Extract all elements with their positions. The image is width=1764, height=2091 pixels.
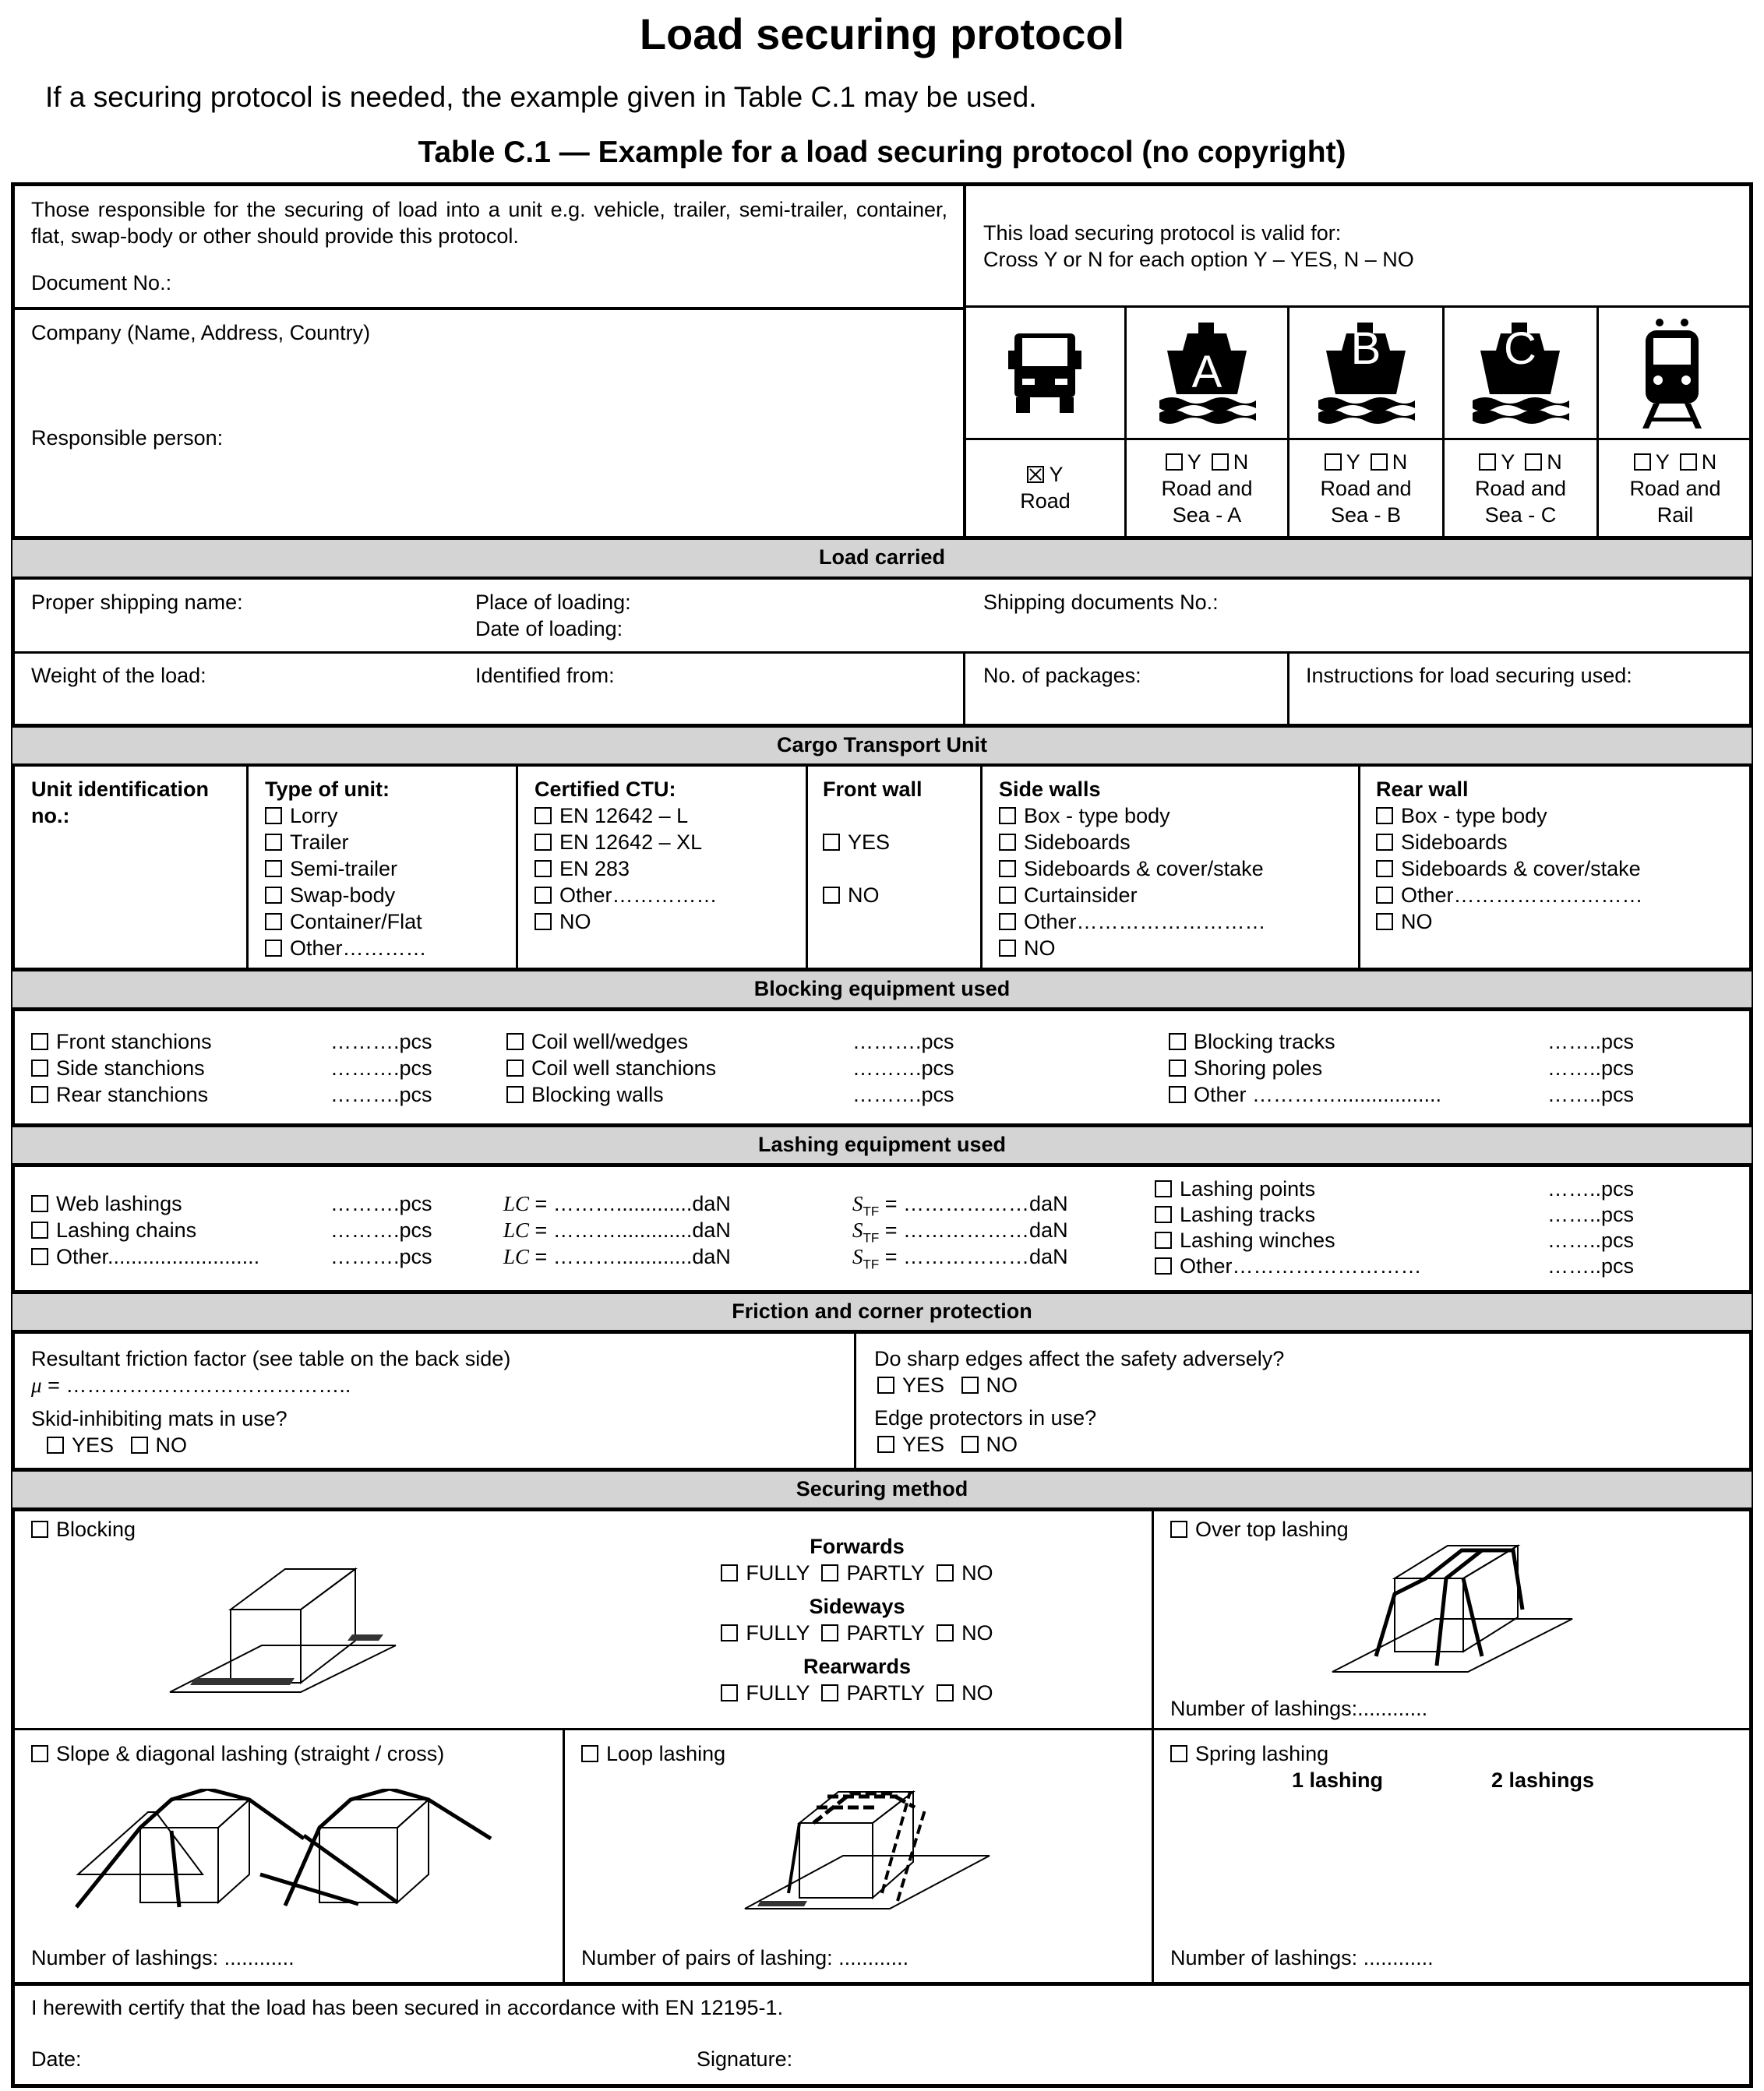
edge-protectors-label: Edge protectors in use? [874,1406,1097,1430]
over-top-count[interactable]: Number of lashings:............ [1170,1697,1428,1720]
responsible-text: Those responsible for the securing of load into a unit e.g. vehicle, trailer, semi-trailer, container, flat, swap-body or other should provide this protocol. [31,198,947,248]
stf-field[interactable]: = ………………daN [879,1245,1068,1268]
option-label: NO [1401,910,1433,933]
option-label: Semi-trailer [290,857,398,880]
rear-no-checkbox[interactable] [1376,913,1393,930]
blocking-method-checkbox[interactable] [31,1521,48,1538]
option-label: Loop lashing [606,1742,726,1765]
edge-options [877,1431,1018,1458]
forwards-partly-checkbox[interactable] [821,1564,838,1581]
yes-label: YES [72,1433,115,1457]
rearwards-options [686,1680,1028,1706]
divider [12,307,966,310]
web-lashings-checkbox[interactable] [31,1195,48,1212]
divider [12,651,1752,654]
option-label: Other……………………… [1180,1254,1422,1278]
lc-field[interactable]: = ……….............daN [529,1192,731,1215]
mode-sea-b [1289,449,1442,475]
mode-sea-a-label-2: Sea - A [1172,503,1242,527]
option-label: Curtainsider [1024,883,1138,907]
blocking-col-2 [506,1028,716,1108]
no-label: NO [961,1681,993,1705]
skid-options [47,1432,187,1458]
place-of-loading-label: Place of loading: [475,591,631,614]
sideways-options [686,1620,1028,1646]
loop-checkbox[interactable] [581,1745,598,1762]
blocking-heading: Blocking equipment used [12,971,1752,1009]
lc-field[interactable]: = ……….............daN [529,1218,731,1242]
option-label: Lashing chains [56,1218,197,1242]
option-label: Swap-body [290,883,396,907]
no-label: NO [961,1561,993,1585]
certified-ctu-heading: Certified CTU: [534,778,676,801]
mode-road-label: Road [1020,489,1071,513]
forwards-no-checkbox[interactable] [937,1564,954,1581]
rearwards-label: Rearwards [803,1655,912,1678]
slope-checkbox[interactable] [31,1745,48,1762]
mode-sea-b-label-1: Road and [1320,477,1412,500]
blocking-col-3 [1169,1028,1441,1108]
partly-label: PARTLY [846,1681,925,1705]
ship-c-letter: C [1504,323,1536,374]
company-label: Company (Name, Address, Country) [31,321,371,344]
ship-b-letter: B [1350,323,1381,374]
option-label: Trailer [290,830,349,854]
unit-id-label: Unit identification [31,778,209,801]
pcs-field[interactable]: ……….pcs [330,1083,432,1106]
sideways-fully-checkbox[interactable] [721,1624,738,1641]
sharp-no-checkbox[interactable] [961,1377,979,1394]
lashing-other-checkbox[interactable] [31,1248,48,1265]
date-label[interactable]: Date: [31,2047,82,2071]
sea-b-no-checkbox[interactable] [1371,453,1388,471]
valid-for-instructions: Cross Y or N for each option Y – YES, N – NO [983,248,1414,271]
mode-sea-c-label-1: Road and [1474,477,1567,500]
lashing-col-3 [1155,1176,1422,1279]
rearwards-no-checkbox[interactable] [937,1684,954,1701]
intro-text: If a securing protocol is needed, the example given in Table C.1 may be used. [45,81,1037,113]
sideways-no-checkbox[interactable] [937,1624,954,1641]
pcs-field[interactable]: ……..pcs [1547,1254,1635,1278]
spring-option [1170,1740,1328,1767]
no-label: NO [986,1373,1018,1397]
sharp-options [877,1372,1018,1398]
loop-option [581,1740,725,1767]
side-curtainsider-checkbox[interactable] [999,887,1016,904]
lc-label: LC [503,1218,530,1242]
rail-yes-checkbox[interactable] [1634,453,1651,471]
mode-rail-label-1: Road and [1629,477,1721,500]
over-top-diagram-icon [1329,1539,1574,1677]
side-other-checkbox[interactable] [999,913,1016,930]
divider [246,765,249,971]
mode-sea-a [1127,449,1287,475]
pcs-field[interactable]: ……….pcs [330,1056,432,1080]
en283-checkbox[interactable] [534,860,552,877]
date-of-loading-label: Date of loading: [475,617,623,640]
shipping-docs-label: Shipping documents No.: [983,591,1219,614]
n-label: N [1701,450,1717,474]
table-caption: Table C.1 — Example for a load securing protocol (no copyright) [418,136,1346,169]
document-no-label: Document No.: [31,271,172,294]
side-walls-group [999,776,1266,961]
pcs-field[interactable]: ……..pcs [1547,1177,1635,1201]
mode-sea-a-label-1: Road and [1161,477,1253,500]
option-label: Slope & diagonal lashing (straight / cross) [56,1742,445,1765]
responsible-person-label: Responsible person: [31,426,224,450]
sideways-label: Sideways [809,1595,905,1618]
option-label: Coil well/wedges [531,1030,689,1053]
y-label: Y [1346,450,1360,474]
valid-for-text: This load securing protocol is valid for: [983,221,1342,245]
blocking-col-2-pcs [852,1028,954,1108]
forwards-fully-checkbox[interactable] [721,1564,738,1581]
spring-2-lashings: 2 lashings [1491,1768,1595,1792]
sea-b-yes-checkbox[interactable] [1325,453,1342,471]
rearwards-fully-checkbox[interactable] [721,1684,738,1701]
pcs-field[interactable]: ……..pcs [1547,1229,1635,1252]
fully-label: FULLY [746,1681,810,1705]
no-label: NO [155,1433,188,1457]
rear-cover-stake-checkbox[interactable] [1376,860,1393,877]
lashing-other2-checkbox[interactable] [1155,1257,1172,1275]
lashing-col-3-pcs [1547,1176,1634,1279]
slope-option [31,1740,444,1767]
spring-1-lashing: 1 lashing [1292,1768,1384,1792]
option-label: Shoring poles [1194,1056,1323,1080]
front-stanchions-checkbox[interactable] [31,1033,48,1050]
stf-sub: TF [863,1257,880,1272]
option-label: Over top lashing [1195,1518,1349,1541]
side-stanchions-checkbox[interactable] [31,1060,48,1077]
divider [12,1007,1752,1011]
road-yes-checkbox[interactable] [1027,466,1044,483]
option-label: Other ………….................. [1194,1083,1442,1106]
sea-c-yes-checkbox[interactable] [1479,453,1496,471]
pcs-field[interactable]: ……..pcs [1547,1203,1635,1226]
lc-label: LC [503,1245,530,1268]
spring-count[interactable]: Number of lashings: ............ [1170,1946,1434,1969]
pcs-field[interactable]: ……….pcs [330,1218,432,1242]
divider [980,765,983,971]
en12642-xl-checkbox[interactable] [534,834,552,851]
option-label: Sideboards [1024,830,1131,854]
option-label: Lashing winches [1180,1229,1335,1252]
sideways-partly-checkbox[interactable] [821,1624,838,1641]
front-wall-group [823,776,923,908]
option-label: NO [1024,936,1056,960]
slope-diagram-icon [62,1789,499,1913]
option-label: Box - type body [1401,804,1547,827]
rear-wall-heading: Rear wall [1376,778,1469,801]
lorry-checkbox[interactable] [265,807,282,824]
blocking-option [31,1516,136,1543]
option-label: Box - type body [1024,804,1170,827]
truck-icon [1005,319,1085,432]
option-label: EN 283 [559,857,630,880]
option-label: Lashing tracks [1180,1203,1316,1226]
lashing-winches-checkbox[interactable] [1155,1232,1172,1249]
divider [963,305,1752,308]
option-label: EN 12642 – L [559,804,689,827]
proper-shipping-name-label: Proper shipping name: [31,591,243,614]
divider [516,765,518,971]
lc-field[interactable]: = ……….............daN [529,1245,731,1268]
option-label: YES [848,830,891,854]
instructions-label: Instructions for load securing used: [1306,664,1632,687]
loop-diagram-icon [742,1776,993,1913]
option-label: Other.......................... [56,1245,260,1268]
divider [854,1332,856,1471]
divider [12,1330,1752,1334]
blocking-tracks-checkbox[interactable] [1169,1033,1186,1050]
forwards-label: Forwards [810,1535,905,1558]
stf-label: S [852,1218,863,1242]
option-label: Lashing points [1180,1177,1316,1201]
partly-label: PARTLY [846,1561,925,1585]
pcs-field[interactable]: ……..pcs [1547,1083,1635,1106]
certified-ctu-group [534,776,718,935]
option-label: Other……………………… [1024,910,1266,933]
fully-label: FULLY [746,1561,810,1585]
over-top-checkbox[interactable] [1170,1521,1187,1538]
yes-label: YES [902,1433,945,1456]
fully-label: FULLY [746,1621,810,1645]
option-label: EN 12642 – XL [559,830,703,854]
skid-label: Skid-inhibiting mats in use? [31,1407,288,1430]
stf-label: S [852,1245,863,1268]
semi-trailer-checkbox[interactable] [265,860,282,877]
stf-sub: TF [863,1204,880,1219]
n-label: N [1233,450,1249,474]
partly-label: PARTLY [846,1621,925,1645]
mode-sea-c-label-2: Sea - C [1484,503,1557,527]
sharp-edges-label: Do sharp edges affect the safety adversely? [874,1347,1285,1370]
friction-heading: Friction and corner protection [12,1294,1752,1331]
divider [12,577,1752,580]
divider [806,765,808,971]
option-label: NO [559,910,591,933]
identified-from-label: Identified from: [475,664,615,687]
mode-sea-b-label-2: Sea - B [1330,503,1402,527]
trailer-checkbox[interactable] [265,834,282,851]
spring-checkbox[interactable] [1170,1745,1187,1762]
swap-body-checkbox[interactable] [265,887,282,904]
other-unit-checkbox[interactable] [265,940,282,957]
rear-sideboards-checkbox[interactable] [1376,834,1393,851]
rear-other-checkbox[interactable] [1376,887,1393,904]
mode-rail-label-2: Rail [1656,503,1694,527]
blocking-col-1 [31,1028,212,1108]
side-box-checkbox[interactable] [999,807,1016,824]
mode-road [966,461,1124,488]
y-label: Y [1655,450,1670,474]
type-of-unit-heading: Type of unit: [265,778,390,801]
stf-field[interactable]: = ………………daN [879,1218,1068,1242]
mu-label: μ [31,1373,42,1397]
yes-label: YES [902,1373,945,1397]
option-label: Blocking tracks [1194,1030,1335,1053]
blocking-diagram-icon [168,1563,402,1700]
option-label: Front stanchions [56,1030,212,1053]
rear-wall-group [1376,776,1643,935]
option-label: Other……………………… [1401,883,1643,907]
ship-a-letter: A [1191,347,1222,397]
option-label: Sideboards [1401,830,1508,854]
resultant-friction-label: Resultant friction factor (see table on the back side) [31,1347,511,1370]
unit-id-label-2: no.: [31,804,70,827]
type-of-unit-group [265,776,427,961]
mu-value: = ………………………………….. [41,1373,351,1397]
rail-no-checkbox[interactable] [1680,453,1697,471]
side-sideboards-checkbox[interactable] [999,834,1016,851]
en12642-l-checkbox[interactable] [534,807,552,824]
other-ctu-checkbox[interactable] [534,887,552,904]
divider [1152,1510,1154,1985]
edge-yes-checkbox[interactable] [877,1436,894,1453]
coil-wedges-checkbox[interactable] [506,1033,524,1050]
forwards-options [686,1560,1028,1586]
over-top-option [1170,1516,1349,1543]
option-label: Other…………… [559,883,718,907]
blocking-other-checkbox[interactable] [1169,1086,1186,1103]
lashing-tracks-checkbox[interactable] [1155,1206,1172,1223]
sea-a-no-checkbox[interactable] [1212,453,1229,471]
divider [1287,651,1289,726]
divider [963,651,965,726]
lashing-chains-checkbox[interactable] [31,1222,48,1239]
option-label: Rear stanchions [56,1083,209,1106]
y-label: Y [1501,450,1515,474]
pcs-field[interactable]: ……..pcs [1547,1056,1635,1080]
stf-field[interactable]: = ………………daN [879,1192,1068,1215]
front-wall-no-checkbox[interactable] [823,887,840,904]
divider [12,1163,1752,1167]
weight-label: Weight of the load: [31,664,206,687]
blocking-walls-checkbox[interactable] [506,1086,524,1103]
option-label: Blocking walls [531,1083,664,1106]
side-walls-heading: Side walls [999,778,1101,801]
option-label: Container/Flat [290,910,422,933]
no-label: NO [986,1433,1018,1456]
front-wall-heading: Front wall [823,778,923,801]
certification-text: I herewith certify that the load has been secured in accordance with EN 12195-1. [31,1996,784,2019]
option-label: Side stanchions [56,1056,205,1080]
option-label: Sideboards & cover/stake [1401,857,1641,880]
train-icon [1636,318,1708,435]
n-label: N [1547,450,1562,474]
side-no-checkbox[interactable] [999,940,1016,957]
mode-rail [1599,449,1752,475]
shoring-poles-checkbox[interactable] [1169,1060,1186,1077]
option-label: Coil well stanchions [531,1056,717,1080]
n-label: N [1392,450,1408,474]
blocking-col-1-pcs [330,1028,432,1108]
option-label: NO [848,883,880,907]
securing-heading: Securing method [12,1472,1752,1509]
lashing-lc-col [503,1190,731,1270]
page-title: Load securing protocol [639,9,1125,58]
option-label: Blocking [56,1518,136,1541]
skid-no-checkbox[interactable] [131,1437,148,1454]
slope-count[interactable]: Number of lashings: ............ [31,1946,295,1969]
front-wall-yes-checkbox[interactable] [823,834,840,851]
stf-label: S [852,1192,863,1215]
pcs-field[interactable]: ……….pcs [330,1192,432,1215]
signature-label[interactable]: Signature: [697,2047,793,2071]
option-label: Other………… [290,936,427,960]
container-flat-checkbox[interactable] [265,913,282,930]
mode-sea-c [1445,449,1596,475]
rear-stanchions-checkbox[interactable] [31,1086,48,1103]
pcs-field[interactable]: ……….pcs [852,1083,954,1106]
pcs-field[interactable]: ……….pcs [330,1030,432,1053]
divider [563,1730,565,1985]
divider [12,1982,1752,1986]
mu-field[interactable] [31,1372,351,1398]
divider [12,763,1752,767]
edge-no-checkbox[interactable] [961,1436,979,1453]
option-label: Sideboards & cover/stake [1024,857,1264,880]
lashing-col-1-pcs [330,1190,432,1270]
y-label: Y [1187,450,1201,474]
load-carried-heading: Load carried [12,540,1752,577]
no-packages-label: No. of packages: [983,664,1141,687]
pcs-field[interactable]: ……..pcs [1547,1030,1635,1053]
option-label: Lorry [290,804,338,827]
side-cover-stake-checkbox[interactable] [999,860,1016,877]
ctu-heading: Cargo Transport Unit [12,728,1752,765]
sea-a-yes-checkbox[interactable] [1166,453,1183,471]
coil-stanchions-checkbox[interactable] [506,1060,524,1077]
blocking-col-3-pcs [1547,1028,1634,1108]
lc-label: LC [503,1192,530,1215]
divider [12,1507,1752,1511]
divider [1358,765,1360,971]
lashing-points-checkbox[interactable] [1155,1180,1172,1197]
loop-count[interactable]: Number of pairs of lashing: ............ [581,1946,909,1969]
lashing-col-1 [31,1190,259,1270]
divider [965,438,1752,440]
option-label: Web lashings [56,1192,182,1215]
y-label: Y [1049,463,1064,486]
lashing-stf-col [852,1190,1068,1270]
pcs-field[interactable]: ……….pcs [330,1245,432,1268]
lashing-heading: Lashing equipment used [12,1127,1752,1165]
rearwards-partly-checkbox[interactable] [821,1684,838,1701]
rear-box-checkbox[interactable] [1376,807,1393,824]
stf-sub: TF [863,1230,880,1246]
skid-yes-checkbox[interactable] [47,1437,64,1454]
pcs-field[interactable]: ……….pcs [852,1030,954,1053]
sharp-yes-checkbox[interactable] [877,1377,894,1394]
divider [12,1728,1752,1730]
sea-c-no-checkbox[interactable] [1525,453,1542,471]
no-label: NO [961,1621,993,1645]
pcs-field[interactable]: ……….pcs [852,1056,954,1080]
no-ctu-checkbox[interactable] [534,913,552,930]
option-label: Spring lashing [1195,1742,1329,1765]
